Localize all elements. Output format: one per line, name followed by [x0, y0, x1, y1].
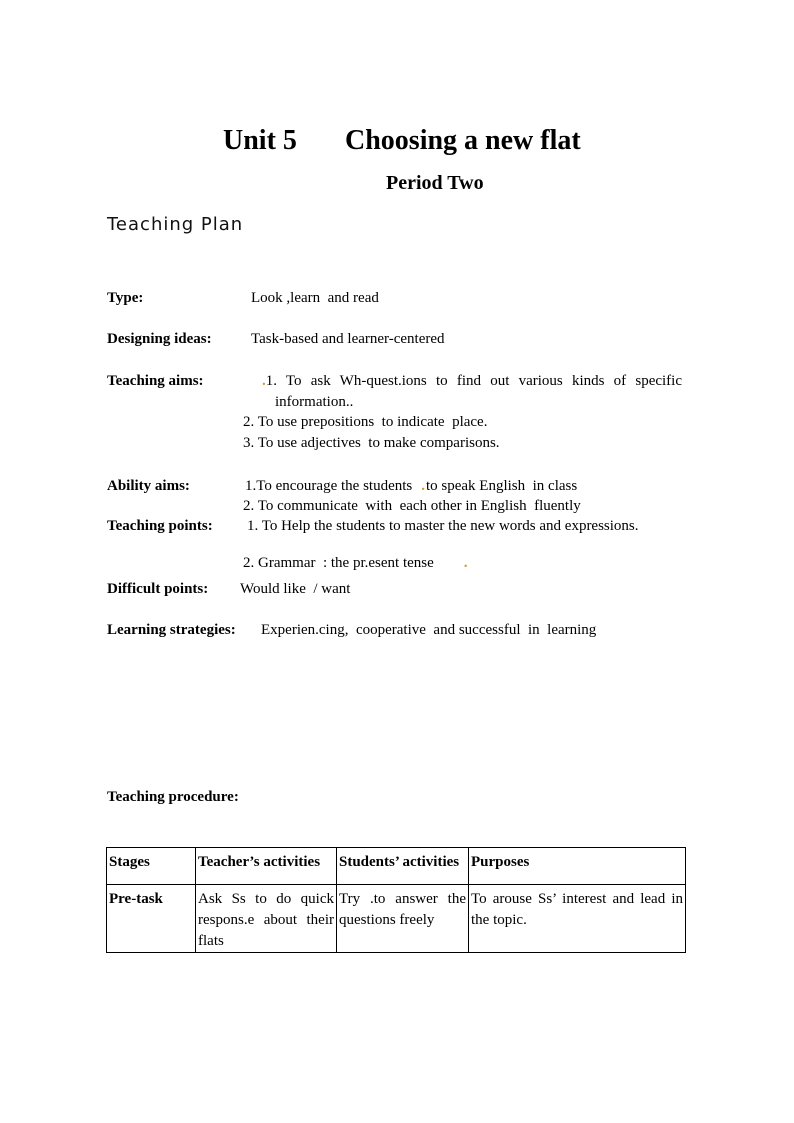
header-purposes: Purposes	[469, 848, 686, 885]
teaching-points-item-1: 1. To Help the students to master the new words and expressions.	[247, 518, 639, 534]
teaching-aims-item-1	[262, 371, 682, 392]
highlight-mark: .	[421, 478, 425, 494]
unit-number: Unit 5	[223, 125, 297, 156]
highlight-mark: .	[463, 555, 468, 571]
teaching-aims-label: Teaching aims:	[107, 373, 204, 389]
teaching-aims-item-1-continuation: information..	[275, 394, 354, 410]
ability-aims-item-2: 2. To communicate with each other in English fluently	[243, 498, 581, 514]
learning-strategies-value: Experien.cing, cooperative and successful in learning	[261, 622, 597, 638]
learning-strategies-label: Learning strategies:	[107, 622, 236, 638]
table-header-row	[107, 848, 686, 885]
difficult-points-label: Difficult points:	[107, 581, 209, 597]
ability-aims-item-1-before: 1.To encourage the students	[245, 478, 413, 494]
ability-aims-item-1	[245, 476, 577, 497]
header-stages: Stages	[107, 848, 196, 885]
cell-purpose: To arouse Ss’ interest and lead in the topic.	[469, 885, 686, 953]
ability-aims-item-1-after: to speak English in class	[425, 478, 578, 494]
document-title: Choosing a new flat	[345, 125, 581, 156]
teaching-aims-item-1-text: 1. To ask Wh-quest.ions to find out various kinds of specific	[265, 373, 682, 389]
highlight-mark: .	[262, 373, 266, 389]
teaching-aims-item-2: 2. To use prepositions to indicate place.	[243, 414, 488, 430]
procedure-heading: Teaching procedure:	[107, 789, 239, 805]
period-subtitle: Period Two	[386, 172, 484, 194]
header-students-activities: Students’ activities	[337, 848, 469, 885]
type-value: Look ,learn and read	[251, 290, 379, 306]
cell-students-activity: Try .to answer the questions freely	[337, 885, 469, 953]
plan-heading: Teaching Plan	[107, 214, 244, 235]
cell-stage: Pre-task	[107, 885, 196, 953]
ability-aims-label: Ability aims:	[107, 478, 190, 494]
cell-teacher-activity: Ask Ss to do quick respons.e about their flats	[196, 885, 337, 953]
teaching-points-label: Teaching points:	[107, 518, 213, 534]
designing-ideas-value: Task-based and learner-centered	[251, 331, 445, 347]
type-label: Type:	[107, 290, 144, 306]
teaching-aims-item-3: 3. To use adjectives to make comparisons.	[243, 435, 500, 451]
header-teacher-activities: Teacher’s activities	[196, 848, 337, 885]
teaching-points-item-2-text: 2. Grammar : the pr.esent tense	[243, 555, 434, 571]
table-row	[107, 885, 686, 953]
teaching-points-item-2	[243, 553, 468, 574]
designing-ideas-label: Designing ideas:	[107, 331, 212, 347]
procedure-table	[106, 847, 686, 953]
difficult-points-value: Would like / want	[240, 581, 351, 597]
